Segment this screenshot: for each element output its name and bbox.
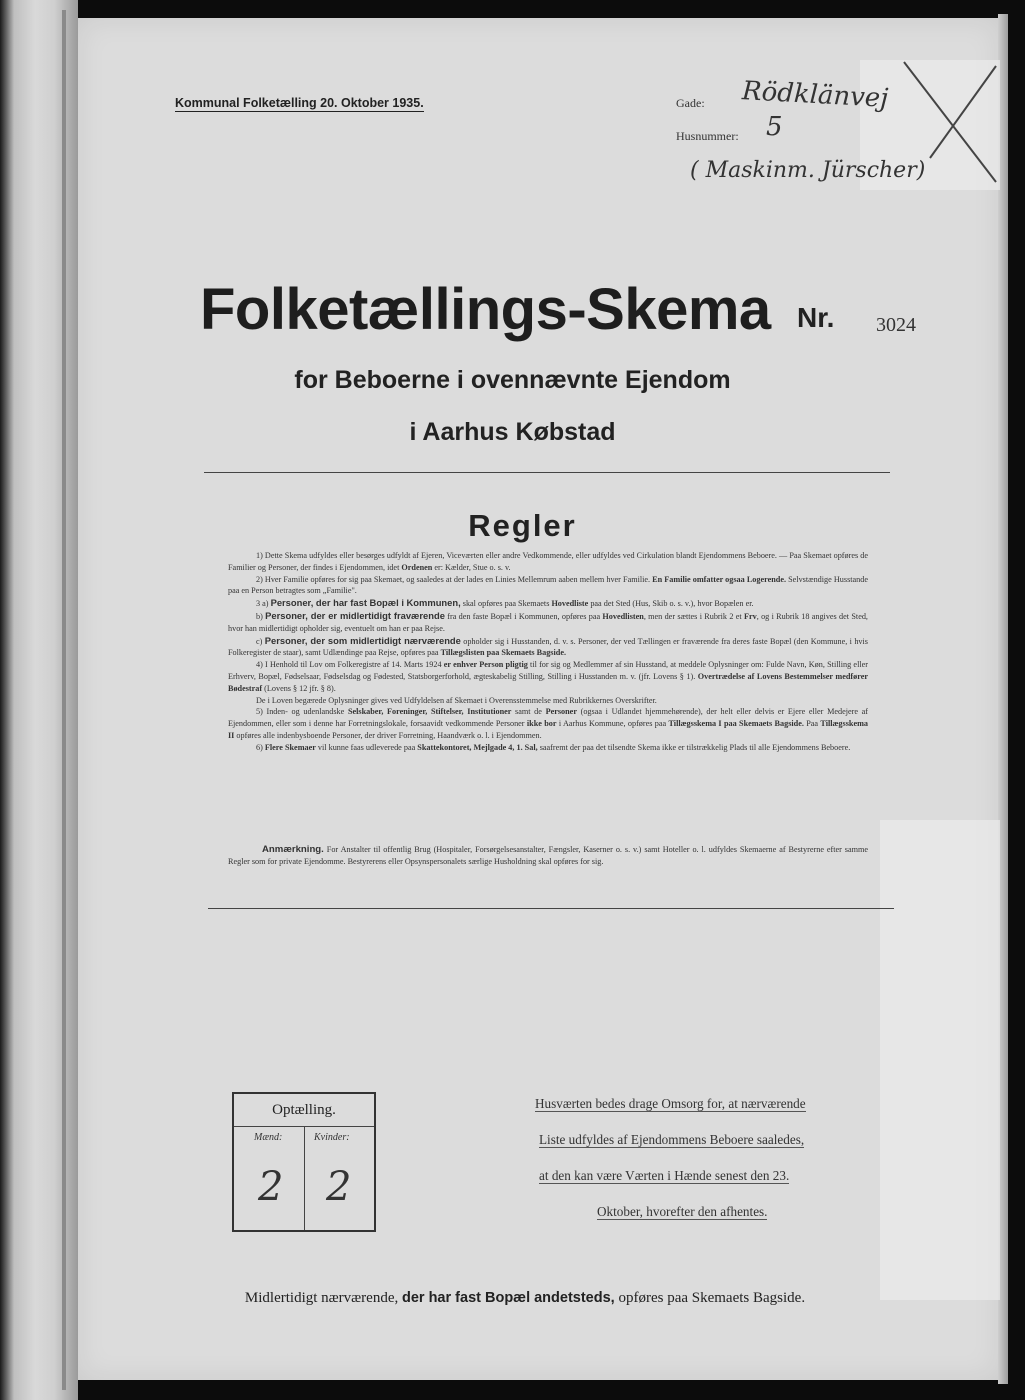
form-number-label: Nr. xyxy=(797,302,835,333)
number-value: 5 xyxy=(766,112,783,142)
rule-6: 6) Flere Skemaer vil kunne faas udleverede paa Skattekontoret, Mejlgade 4, 1. Sal, saafremt der paa det tilsendte Skema ikke er tilstrækkelig Plads til alle Ejendommens Beboere. xyxy=(256,742,851,752)
rule-3b: b) Personer, der er midlertidigt fraværende fra den faste Bopæl i Kommunen, opføres paa Hovedlisten, men der sættes i Rubrik 2 et Frv, og i Rubrik 18 angives det Sted, hvor han midlertidigt opholder sig, eventuelt om han er paa Rejse. xyxy=(228,609,868,633)
notice-line: Liste udfyldes af Ejendommens Beboere saaledes, xyxy=(539,1132,805,1147)
subtitle-city: i Aarhus Købstad xyxy=(409,418,616,446)
street-value: Rödklänvej xyxy=(741,76,890,114)
divider xyxy=(204,472,890,473)
cross-mark xyxy=(900,58,1000,188)
book-binding xyxy=(0,0,78,1400)
rule-4: 4) I Henhold til Lov om Folkeregistre af 14. Marts 1924 er enhver Person pligtig til for sig og Medlemmer af sin Husstand, at meddele Oplysninger om: Fulde Navn, Køn, Stilling eller Erhverv, Bopæl, Fødselsaar, Fødselsdag og Fødested, Statsborgerforhold, ægteskabelig Stilling, Stilling i Husstanden m. v. (jfr. Lovens § 1). Overtrædelse af Lovens Bestemmelser medfører Bødestraf (Lovens § 12 jfr. § 8). xyxy=(228,660,869,693)
rule-4-note: De i Loven begærede Oplysninger gives ved Udfyldelsen af Skemaet i Overensstemmelse med Rubrikkernes Overskrifter. xyxy=(256,695,657,705)
rule-3a: 3 a) Personer, der har fast Bopæl i Kommunen, skal opføres paa Skemaets Hovedliste paa det Sted (Hus, Skib o. s. v.), hvor Bopælen er. xyxy=(256,597,754,609)
street-label: Gade: xyxy=(676,96,705,110)
rules-text xyxy=(228,550,868,754)
remark: Anmærkning. For Anstalter til offentlig Brug (Hospitaler, Forsørgelsesanstalter, Fængsler, Kaserner o. s. v.) samt Hoteller o. l. udfyldes Skemaerne af Bestyrerne efter samme Regler som for private Ejendomme. Bestyrerens eller Opsynspersonalets særlige Husholdning skal opføres for sig. xyxy=(228,844,868,866)
count-box xyxy=(232,1092,376,1232)
landlord-notice xyxy=(535,1094,873,1238)
occupation-note: ( Maskinm. Jürscher) xyxy=(690,158,926,183)
count-box-divider xyxy=(304,1126,305,1230)
number-label: Husnummer: xyxy=(676,129,739,143)
tape-strip xyxy=(880,820,1000,1300)
notice-line: Husværten bedes drage Omsorg for, at nærværende xyxy=(535,1096,806,1111)
form-title: Folketællings-Skema xyxy=(200,277,771,342)
men-label: Mænd: xyxy=(254,1132,283,1143)
women-count: 2 xyxy=(326,1164,352,1210)
rules-heading: Regler xyxy=(468,508,577,543)
notice-line: Oktober, hvorefter den afhentes. xyxy=(597,1204,768,1219)
census-header: Kommunal Folketælling 20. Oktober 1935. xyxy=(175,96,424,110)
rule-1: 1) Dette Skema udfyldes eller besørges udfyldt af Ejeren, Viceværten eller andre Vedkommende, eller udfyldes ved Cirkulation blandt Ejendommens Beboere. — Paa Skemaet opføres de Familier og Personer, der findes i Ejendommen, idet Ordenen er: Kælder, Stue o. s. v. xyxy=(228,551,868,572)
subtitle: for Beboerne i ovennævnte Ejendom xyxy=(294,366,731,394)
women-label: Kvinder: xyxy=(314,1132,350,1143)
rule-2: 2) Hver Familie opføres for sig paa Skemaet, og saaledes at der lades en Linies Mellemrum aaben mellem hver Familie. En Familie omfatter ogsaa Logerende. Selvstændige Husstande paa en Person betragtes som „Familie". xyxy=(228,574,868,596)
count-box-title: Optælling. xyxy=(234,1094,374,1127)
spine-edge xyxy=(62,10,66,1390)
form-number: 3024 xyxy=(876,314,916,336)
footer-note: Midlertidigt nærværende, der har fast Bopæl andetsteds, opføres paa Skemaets Bagside. xyxy=(244,1290,806,1306)
notice-line: at den kan være Værten i Hænde senest den 23. xyxy=(539,1168,790,1183)
rule-5: 5) Inden- og udenlandske Selskaber, Foreninger, Stiftelser, Institutioner samt de Personer (ogsaa i Udlandet hjemmehørende), der helt eller delvis er Ejere eller Medejere af Ejendommen, eller som i denne har Forretningslokale, forsaavidt vedkommende Personer ikke bor i Aarhus Kommune, opføres paa Tillægsskema I paa Skemaets Bagside. Paa Tillægsskema II opføres alle indenbysboende Personer, der driver Forretning, Haandværk o. l. i Ejendommen. xyxy=(228,707,868,740)
divider xyxy=(208,908,894,909)
rule-3c: c) Personer, der som midlertidigt nærværende opholder sig i Husstanden, d. v. s. Personer, der ved Tællingen er fraværende fra deres faste Bopæl (den Kommune, i hvis Folkeregister de staar), samt Udlændinge paa Rejse, opføres paa Tillægslisten paa Skemaets Bagside. xyxy=(228,634,868,658)
men-count: 2 xyxy=(258,1164,284,1210)
